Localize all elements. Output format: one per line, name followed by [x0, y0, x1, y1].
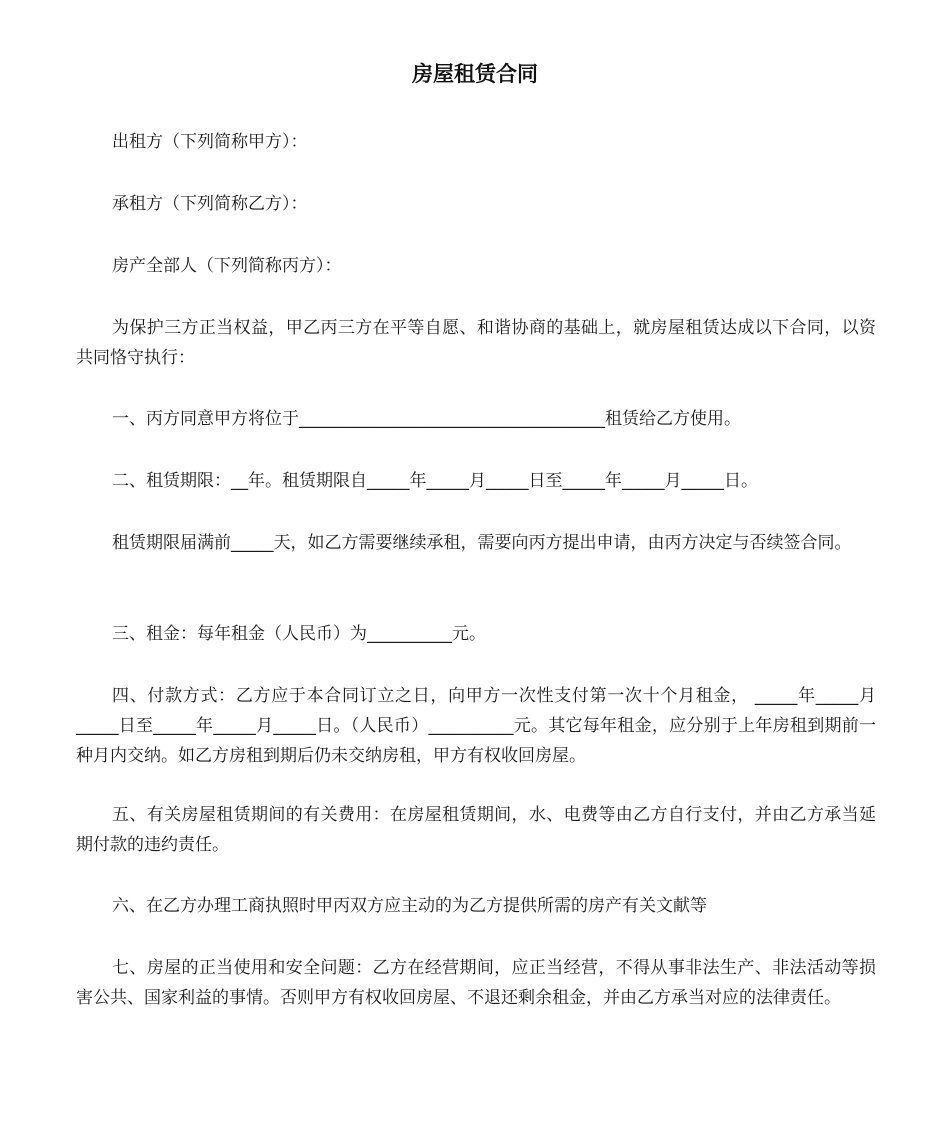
lessor-line: 出租方（下列简称甲方）：: [112, 132, 308, 152]
clause-1: 一、丙方同意甲方将位于____________________________________租赁给乙方使用。: [112, 409, 741, 429]
lessee-line: 承租方（下列简称乙方）：: [112, 194, 308, 214]
clause-4: 四、付款方式：乙方应于本合同订立之日，向甲方一次性支付第一次十个月租金， _____年_____月_____日至_____年_____月_____日。（人民币）__________元。其它每年租金，应分别于上年房租到期前一种月内交纳。如乙方房租到期后仍未交纳房租，甲方有权收回房屋。: [76, 686, 876, 766]
owner-line: 房产全部人（下列简称丙方）：: [112, 256, 342, 276]
clause-5: 五、有关房屋租赁期间的有关费用：在房屋租赁期间，水、电费等由乙方自行支付，并由乙方承当延期付款的违约责任。: [76, 805, 876, 855]
clause-2-renewal: 租赁期限届满前_____天，如乙方需要继续承租，需要向丙方提出申请，由丙方决定与否续签合同。: [112, 533, 852, 553]
clause-6: 六、在乙方办理工商执照时甲丙双方应主动的为乙方提供所需的房产有关文献等: [112, 896, 707, 916]
clause-3: 三、租金：每年租金（人民币）为__________元。: [112, 624, 486, 644]
preamble-paragraph: 为保护三方正当权益，甲乙丙三方在平等自愿、和谐协商的基础上，就房屋租赁达成以下合同，以资共同恪守执行：: [76, 318, 876, 368]
clause-7: 七、房屋的正当使用和安全问题：乙方在经营期间，应正当经营，不得从事非法生产、非法活动等损害公共、国家利益的事情。否则甲方有权收回房屋、不退还剩余租金，并由乙方承当对应的法律责任。: [76, 958, 876, 1008]
clause-2: 二、租赁期限：__年。租赁期限自_____年_____月_____日至_____年_____月_____日。: [112, 471, 758, 491]
page-title: 房屋租赁合同: [412, 62, 538, 86]
